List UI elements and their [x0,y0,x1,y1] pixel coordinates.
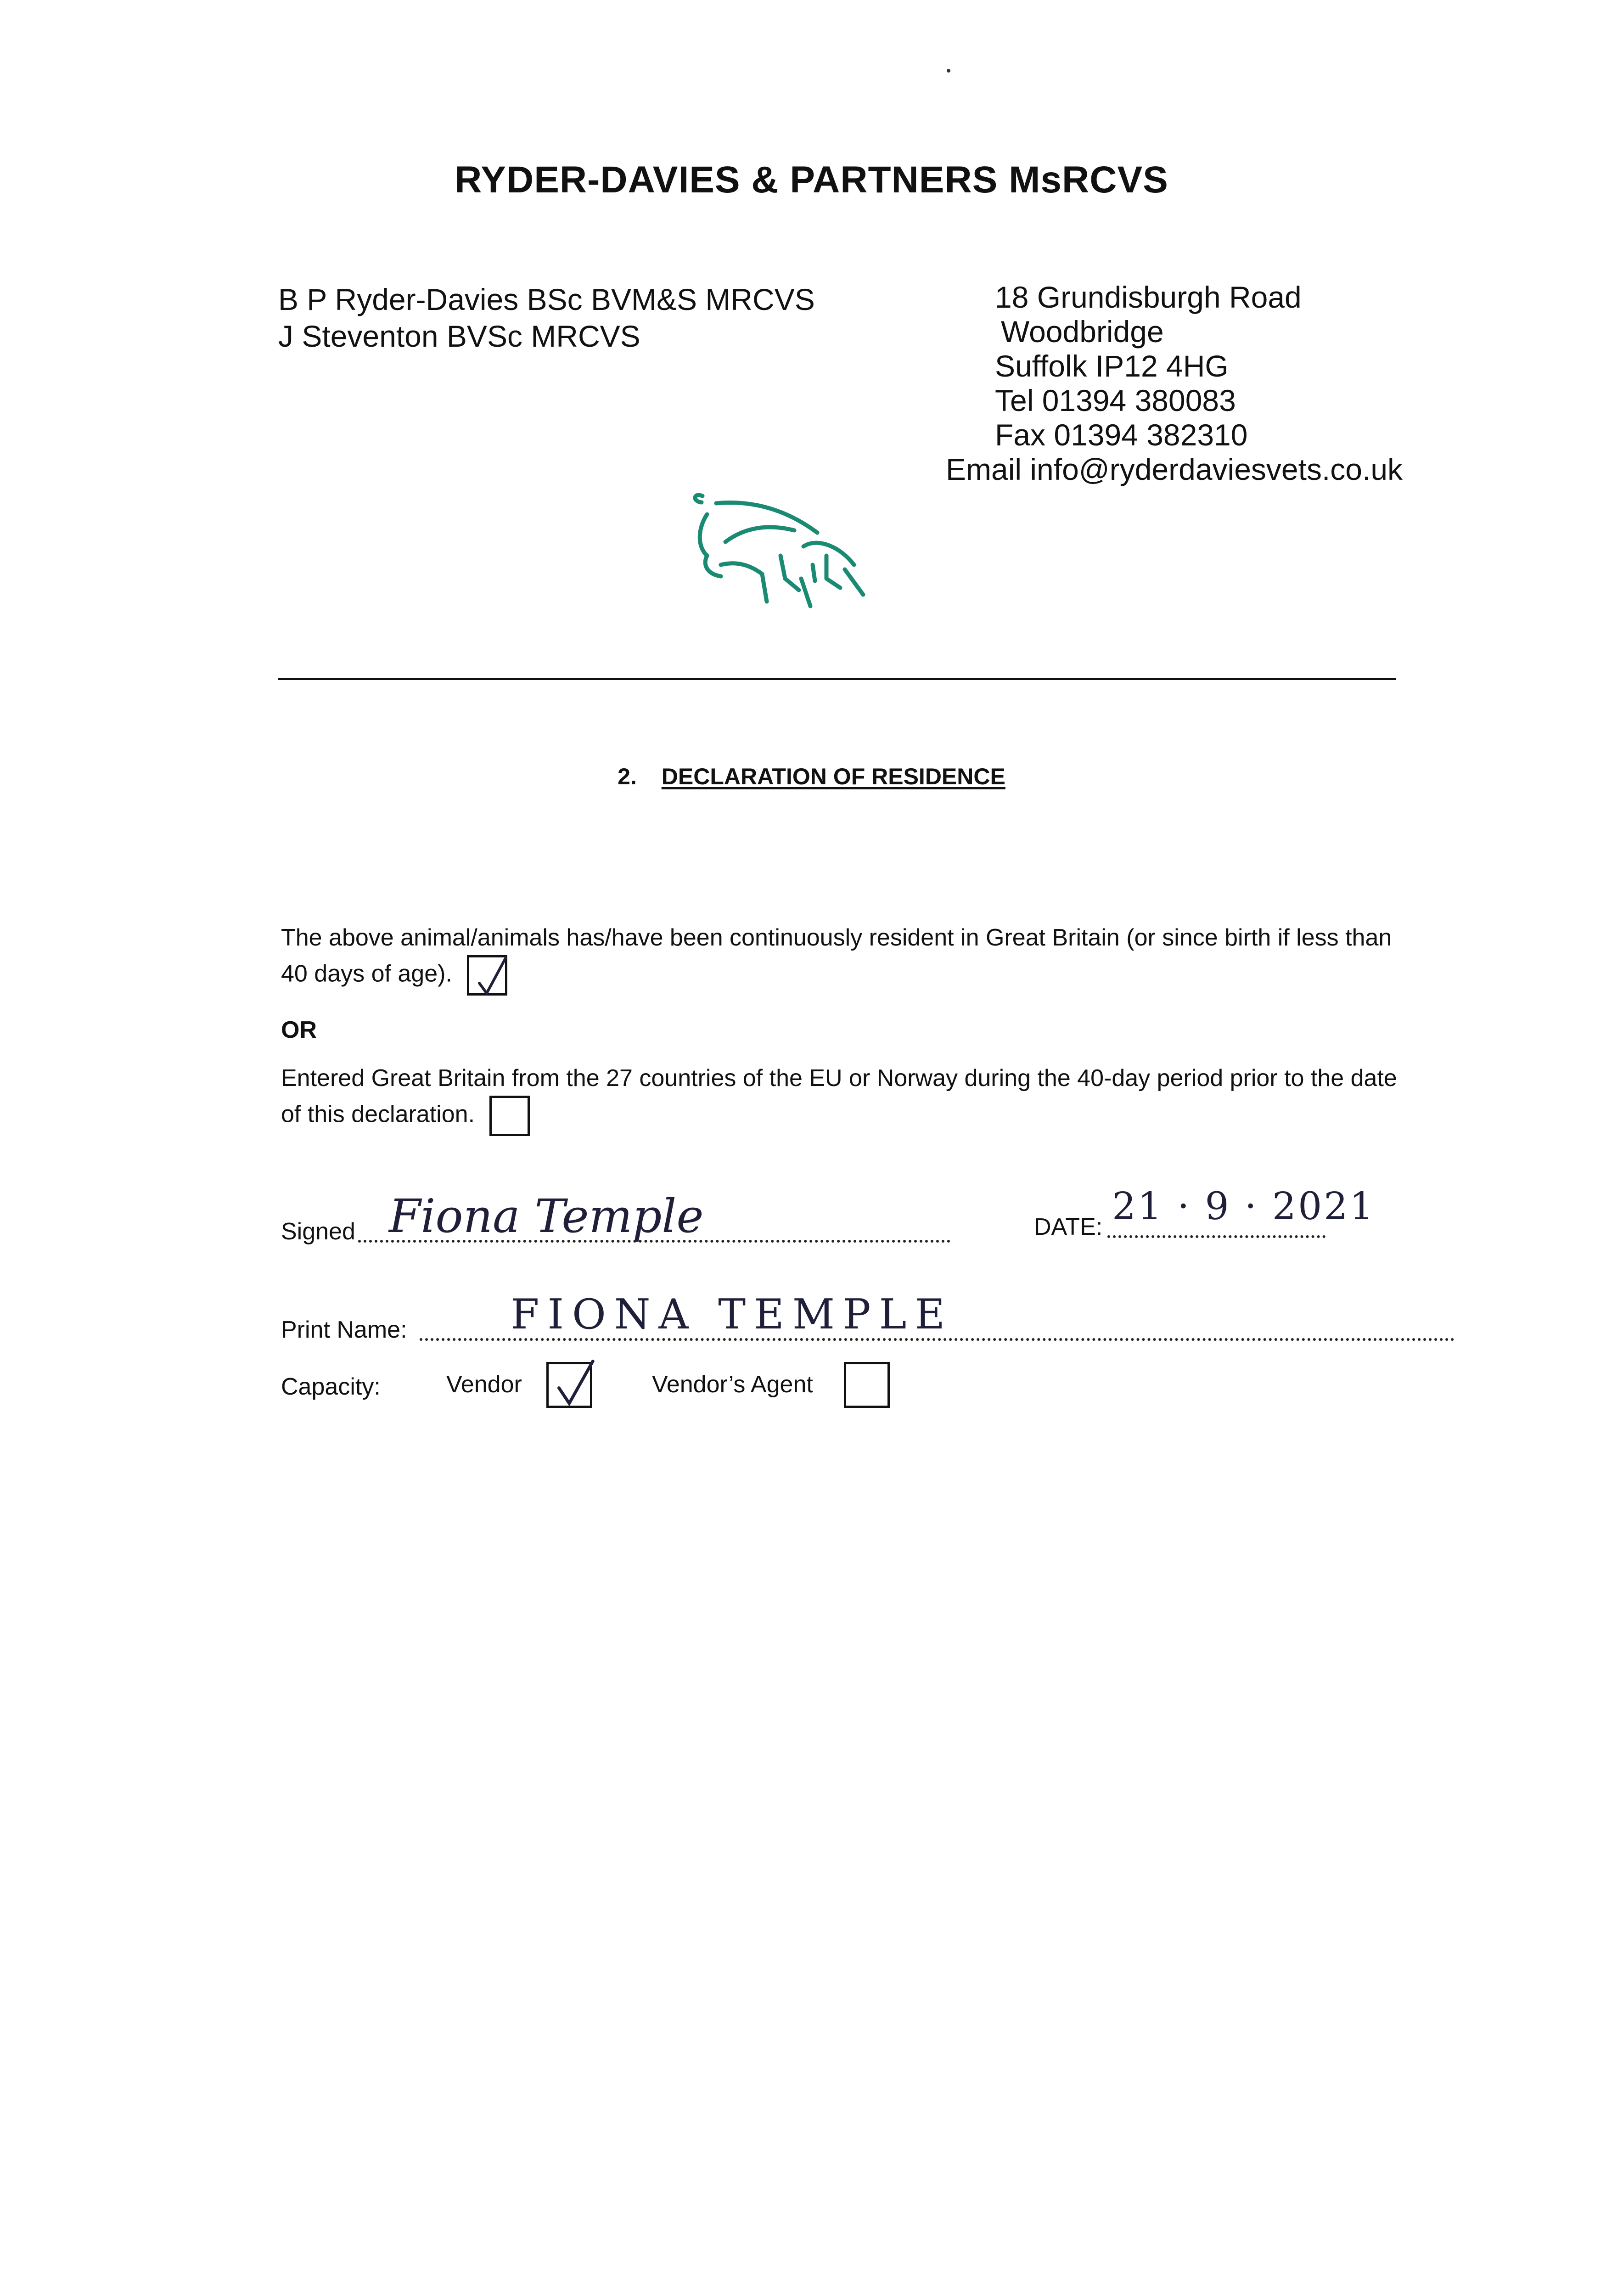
date-value[interactable]: 21 · 9 · 2021 [1112,1185,1376,1228]
signed-label: Signed [281,1218,355,1245]
residence-option-continuous [281,920,1401,996]
address-street: 18 Grundisburgh Road [995,280,1302,314]
capacity-row [281,1359,1383,1414]
date-line [1107,1235,1325,1238]
scan-dot [947,69,950,73]
vet-list [278,281,815,355]
print-name-label: Print Name: [281,1317,407,1343]
vendors-agent-label: Vendor’s Agent [652,1371,813,1398]
signature-row [281,1185,1603,1254]
section-heading [0,763,1623,790]
practice-address [946,280,1403,487]
signature-value[interactable]: Fiona Temple [389,1189,704,1243]
address-town: Woodbridge [1001,315,1164,349]
print-name-row [281,1281,1603,1345]
residence-option-entered [281,1061,1401,1136]
vendors-agent-checkbox[interactable] [844,1362,890,1408]
print-name-value[interactable]: FIONA TEMPLE [511,1290,954,1339]
check-icon [473,951,510,997]
section-title: DECLARATION OF RESIDENCE [661,764,1005,789]
horse-and-dog-logo-icon [689,487,882,638]
address-fax: Fax 01394 382310 [995,418,1248,452]
address-email: Email info@ryderdaviesvets.co.uk [946,452,1403,486]
header-divider [278,678,1396,680]
vendor-label: Vendor [446,1371,522,1398]
check-icon [553,1356,595,1407]
vet-name: B P Ryder-Davies BSc BVM&S MRCVS [278,282,815,316]
option-text: Entered Great Britain from the 27 countries of the EU or Norway during the 40-day period prior to the date of this declaration. [281,1065,1397,1128]
date-label: DATE: [1034,1214,1103,1240]
or-label: OR [281,1017,317,1043]
address-county-postcode: Suffolk IP12 4HG [995,349,1229,383]
capacity-label: Capacity: [281,1373,381,1400]
option-text: The above animal/animals has/have been continuously resident in Great Britain (or since birth if less than 40 days of age). [281,924,1392,987]
firm-name: RYDER-DAVIES & PARTNERS MsRCVS [455,159,1168,201]
entered-gb-checkbox[interactable] [489,1096,530,1136]
section-number: 2. [618,764,637,789]
address-tel: Tel 01394 380083 [995,383,1236,417]
continuous-residence-checkbox[interactable] [467,955,507,996]
vendor-checkbox[interactable] [546,1362,592,1408]
vet-name: J Steventon BVSc MRCVS [278,319,640,353]
